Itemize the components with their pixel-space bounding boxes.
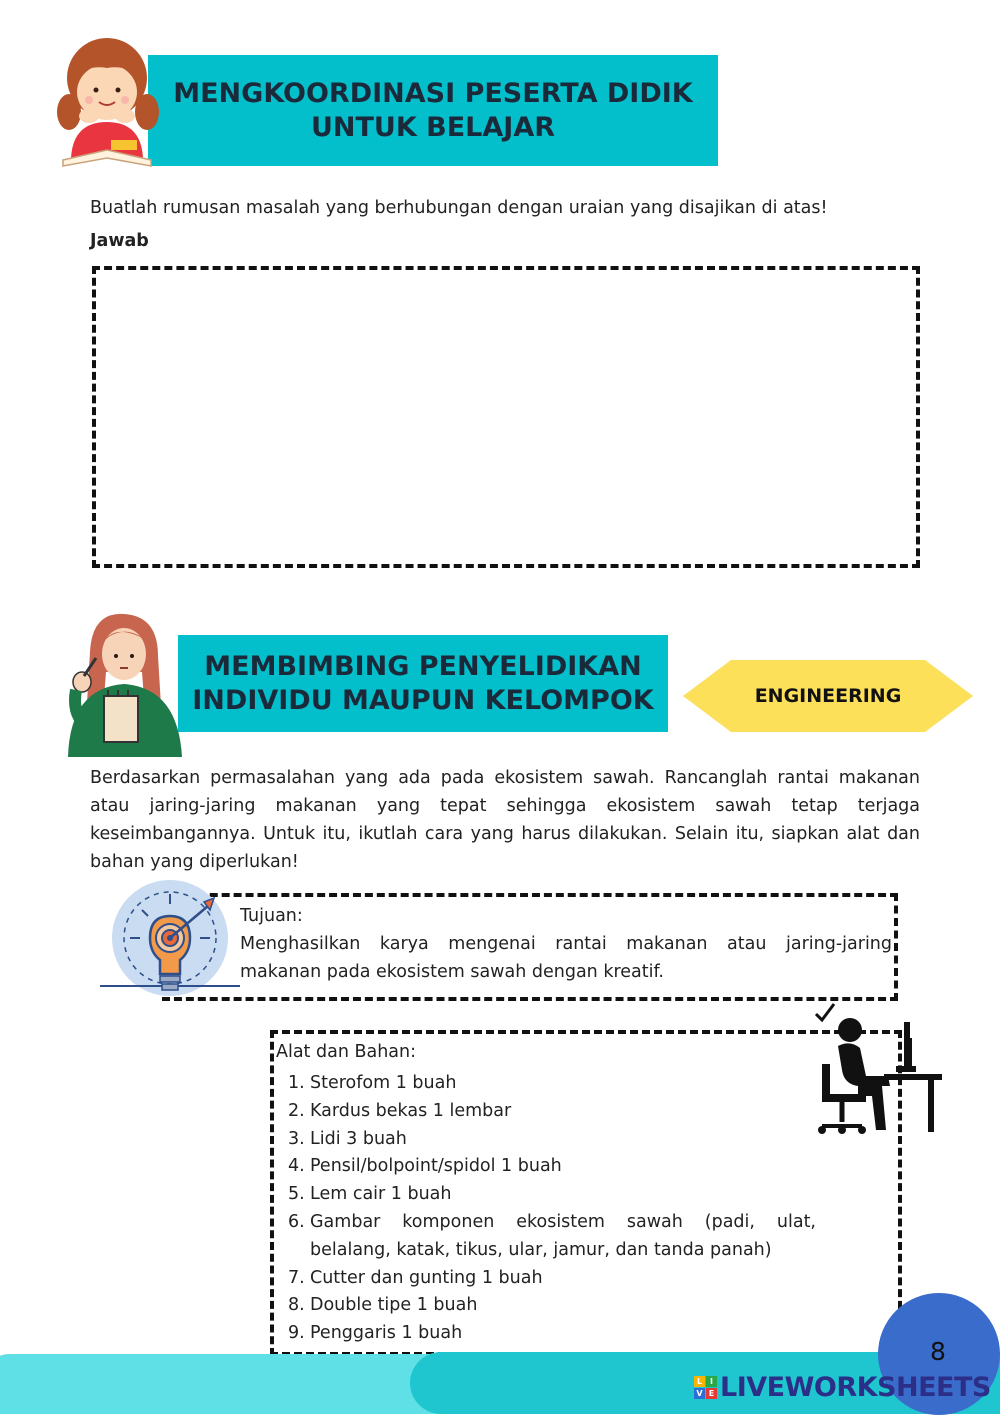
list-item [288, 1265, 816, 1293]
alat-bahan-title: Alat dan Bahan: [276, 1042, 416, 1062]
list-item [288, 1209, 816, 1265]
list-item-number: 9. [288, 1323, 305, 1344]
logo-letter: I [706, 1376, 717, 1387]
section2-title-banner [178, 635, 668, 732]
list-item-number: 5. [288, 1184, 305, 1205]
liveworksheets-logo-icon [694, 1376, 717, 1399]
list-item [288, 1320, 816, 1348]
liveworksheets-brand[interactable] [694, 1372, 991, 1403]
tujuan-description: Menghasilkan karya mengenai rantai makanan atau jaring-jaring makanan pada ekosistem sawah dengan kreatif. [240, 934, 892, 982]
girl-thinking-illustration [62, 612, 187, 757]
alat-bahan-list [288, 1070, 816, 1348]
list-item-text: Lem cair 1 buah [310, 1184, 452, 1205]
list-item-text: Double tipe 1 buah [310, 1295, 478, 1316]
list-item-text: Sterofom 1 buah [310, 1073, 457, 1093]
list-item-text: Lidi 3 buah [310, 1128, 407, 1149]
section2-title-line2: INDIVIDU MAUPUN KELOMPOK [192, 684, 654, 716]
answer-input[interactable] [96, 270, 916, 564]
girl-reading-illustration [55, 30, 160, 170]
list-item [288, 1153, 816, 1181]
list-item [288, 1098, 816, 1126]
section2-intro: Berdasarkan permasalahan yang ada pada ekosistem sawah. Rancanglah rantai makanan atau jaring-jaring makanan yang tepat sehingga ekosistem sawah tetap terjaga keseimbangannya. Untuk itu, ikutlah cara yang harus dilakukan. Selain itu, siapkan alat dan bahan yang diperlukan! [90, 768, 920, 872]
list-item-number: 4. [288, 1156, 305, 1177]
list-item [288, 1181, 816, 1209]
list-item-number: 1. [288, 1073, 305, 1093]
lightbulb-target-icon [100, 880, 240, 1002]
section1-title-line2: UNTUK BELAJAR [310, 111, 556, 143]
section1-title-line1: MENGKOORDINASI PESERTA DIDIK [173, 77, 693, 109]
list-item-text: Penggaris 1 buah [310, 1323, 463, 1344]
section2-title-line1: MEMBIMBING PENYELIDIKAN [204, 650, 642, 682]
logo-letter: E [706, 1388, 717, 1399]
list-item-number: 6. [288, 1211, 305, 1232]
list-item-number: 8. [288, 1295, 305, 1316]
person-at-desk-icon [812, 998, 944, 1138]
answer-label: Jawab [90, 231, 149, 251]
logo-letter: L [694, 1376, 705, 1387]
section1-title-banner [148, 55, 718, 166]
tujuan-text-block [240, 902, 892, 986]
list-item-number: 3. [288, 1128, 305, 1149]
liveworksheets-wordmark: LIVEWORKSHEETS [720, 1372, 991, 1403]
list-item [288, 1126, 816, 1154]
list-item-text: Kardus bekas 1 lembar [310, 1100, 512, 1121]
engineering-badge: ENGINEERING [754, 685, 902, 707]
list-item-number: 7. [288, 1267, 305, 1288]
list-item-text: Gambar komponen ekosistem sawah (padi, ulat, belalang, katak, tikus, ular, jamur, dan tanda panah) [310, 1211, 816, 1260]
list-item-number: 2. [288, 1100, 305, 1121]
list-item-text: Cutter dan gunting 1 buah [310, 1267, 543, 1288]
logo-letter: V [694, 1388, 705, 1399]
list-item-text: Pensil/bolpoint/spidol 1 buah [310, 1156, 562, 1177]
tujuan-label: Tujuan: [240, 906, 303, 926]
list-item [288, 1292, 816, 1320]
section1-prompt: Buatlah rumusan masalah yang berhubungan dengan uraian yang disajikan di atas! [90, 198, 828, 218]
answer-box [92, 266, 920, 568]
list-item [288, 1070, 816, 1098]
page-number: 8 [930, 1337, 946, 1366]
